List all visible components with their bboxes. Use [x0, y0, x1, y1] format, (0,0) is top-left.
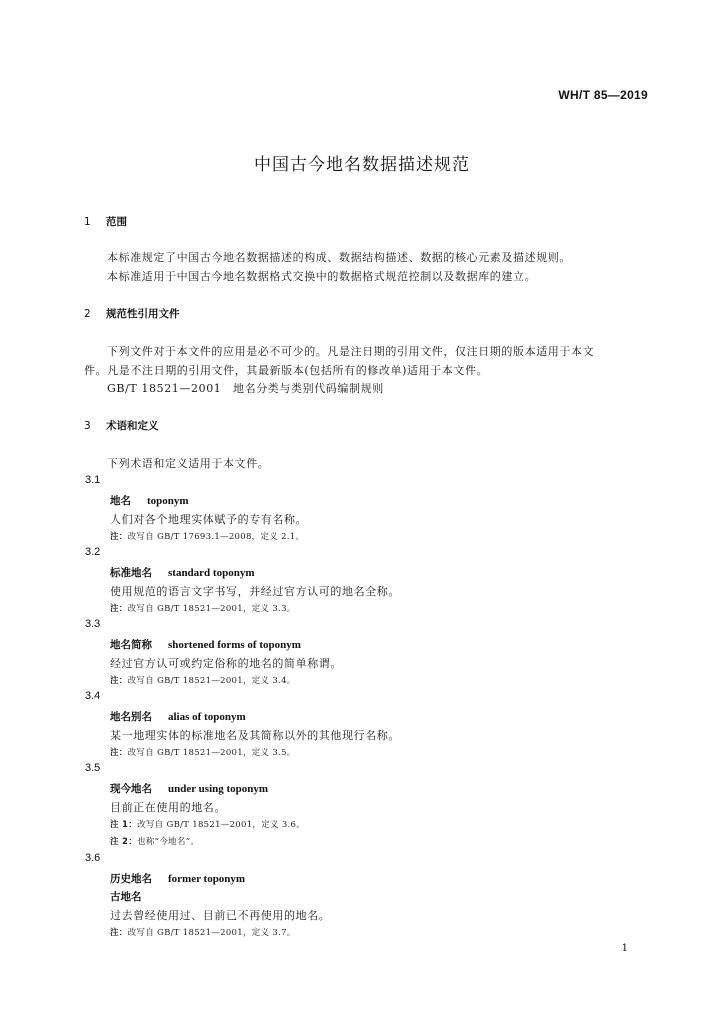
term-en: shortened forms of toponym	[168, 639, 301, 651]
term-en: standard toponym	[168, 567, 255, 579]
note-text: 改写自 GB/T 18521—2001，定义 3.7。	[127, 928, 296, 938]
note-label: 注 2：	[110, 837, 138, 847]
term-definition: 过去曾经使用过、目前已不再使用的地名。	[110, 909, 331, 922]
note-label: 注：	[110, 748, 128, 758]
term-number: 3.4	[85, 690, 101, 702]
term-definition: 目前正在使用的地名。	[110, 801, 226, 814]
term-note	[110, 674, 296, 686]
term-number: 3.6	[85, 852, 101, 864]
note-text: 改写自 GB/T 18521—2001，定义 3.6。	[137, 820, 306, 830]
term-note	[110, 602, 296, 614]
section-1-heading	[84, 214, 127, 229]
term-en: under using toponym	[168, 783, 269, 795]
term-note	[110, 926, 296, 938]
references-paragraph-line-1: 下列文件对于本文件的应用是必不可少的。凡是注日期的引用文件，仅注日期的版本适用于本文	[107, 345, 595, 358]
section-number: 3	[84, 420, 91, 432]
term-cn: 地名别名	[110, 711, 152, 723]
term-heading	[110, 565, 255, 580]
term-heading	[110, 493, 189, 508]
section-number: 2	[84, 308, 91, 320]
note-label: 注：	[110, 532, 128, 542]
term-heading	[110, 781, 268, 796]
note-text: 改写自 GB/T 17693.1—2008，定义 2.1。	[127, 532, 305, 542]
term-number: 3.2	[85, 546, 101, 558]
term-note-2	[110, 835, 199, 847]
section-number: 1	[84, 216, 91, 228]
reference-item: GB/T 18521—2001 地名分类与类别代码编制规则	[107, 382, 384, 395]
terms-intro: 下列术语和定义适用于本文件。	[107, 457, 270, 470]
scope-paragraph-2: 本标准适用于中国古今地名数据格式交换中的数据格式规范控制以及数据库的建立。	[107, 270, 537, 283]
term-alt-name: 古地名	[110, 891, 142, 903]
references-paragraph-line-2: 件。凡是不注日期的引用文件，其最新版本(包括所有的修改单)适用于本文件。	[84, 364, 489, 377]
section-2-heading	[84, 306, 180, 321]
term-en: alias of toponym	[168, 711, 246, 723]
term-cn: 现今地名	[110, 783, 152, 795]
term-heading	[110, 871, 245, 886]
term-definition: 经过官方认可或约定俗称的地名的简单称谓。	[110, 657, 342, 670]
note-label: 注 1：	[110, 820, 138, 830]
document-title: 中国古今地名数据描述规范	[254, 155, 470, 175]
section-title: 术语和定义	[106, 420, 159, 432]
section-3-heading	[84, 418, 159, 433]
term-note	[110, 746, 296, 758]
scope-paragraph-1: 本标准规定了中国古今地名数据描述的构成、数据结构描述、数据的核心元素及描述规则。	[107, 251, 571, 264]
standard-number: WH/T 85—2019	[558, 88, 648, 102]
term-cn: 地名	[110, 495, 131, 507]
term-cn: 地名简称	[110, 639, 152, 651]
term-en: former toponym	[168, 873, 246, 885]
term-note	[110, 530, 304, 542]
note-text: 改写自 GB/T 18521—2001，定义 3.3。	[127, 604, 296, 614]
term-definition: 人们对各个地理实体赋予的专有名称。	[110, 513, 308, 526]
term-heading	[110, 637, 301, 652]
term-definition: 使用规范的语言文字书写，并经过官方认可的地名全称。	[110, 585, 400, 598]
term-number: 3.1	[85, 474, 101, 486]
term-note-1	[110, 818, 305, 830]
term-cn: 标准地名	[110, 567, 152, 579]
term-number: 3.3	[85, 618, 101, 630]
term-cn: 历史地名	[110, 873, 152, 885]
section-title: 范围	[106, 216, 127, 228]
note-label: 注：	[110, 928, 128, 938]
note-text: 也称“今地名”。	[137, 837, 200, 847]
term-en: toponym	[147, 495, 189, 507]
page-number: 1	[621, 943, 628, 954]
section-title: 规范性引用文件	[106, 308, 180, 320]
note-label: 注：	[110, 676, 128, 686]
note-label: 注：	[110, 604, 128, 614]
note-text: 改写自 GB/T 18521—2001，定义 3.4。	[127, 676, 296, 686]
note-text: 改写自 GB/T 18521—2001，定义 3.5。	[127, 748, 296, 758]
term-heading	[110, 709, 246, 724]
term-number: 3.5	[85, 762, 101, 774]
term-definition: 某一地理实体的标准地名及其简称以外的其他现行名称。	[110, 729, 400, 742]
